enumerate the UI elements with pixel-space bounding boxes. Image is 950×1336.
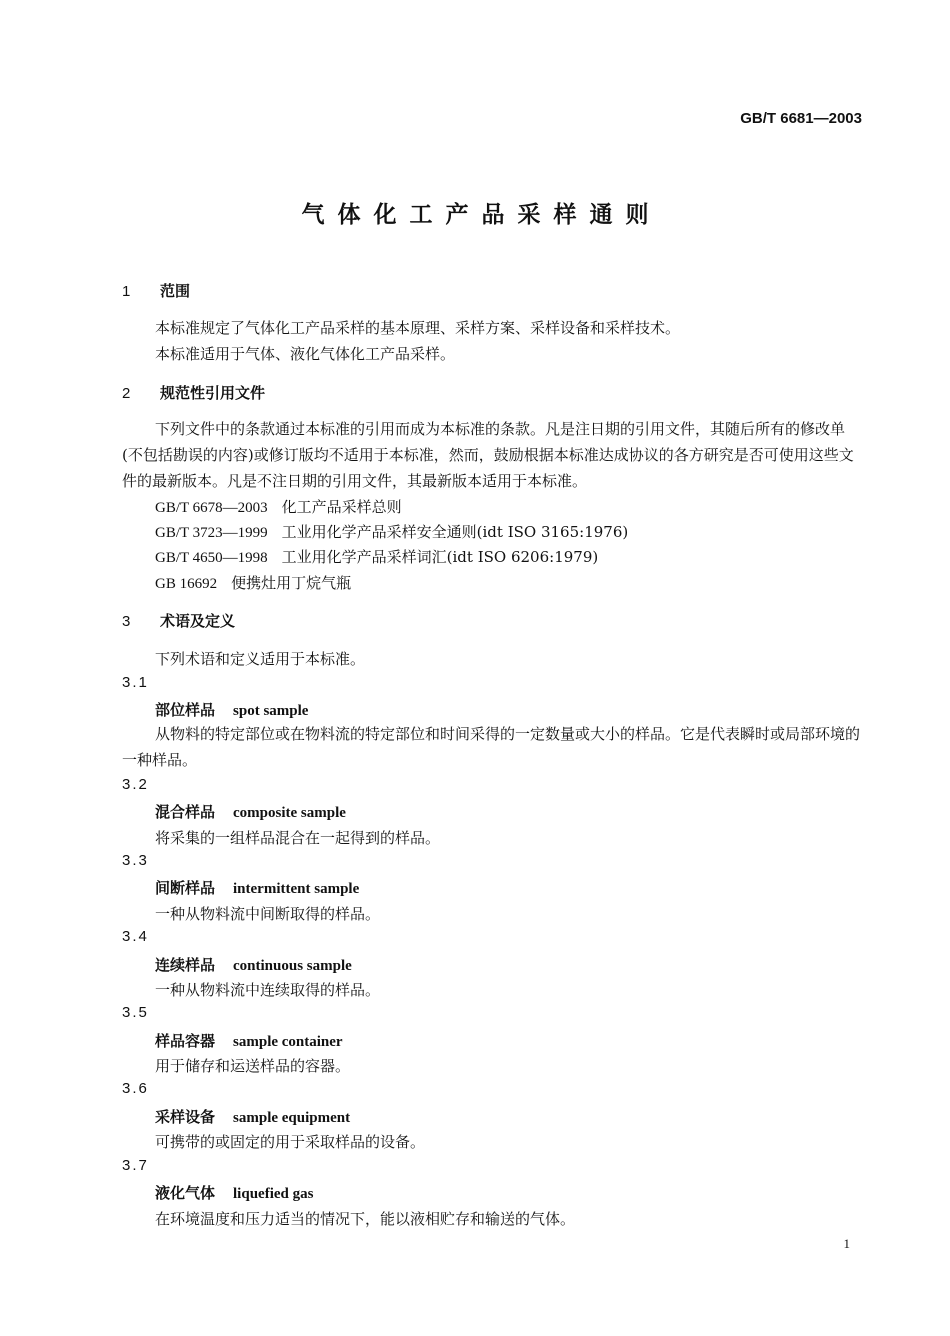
term-definition: 一种从物料流中连续取得的样品。 — [155, 981, 381, 999]
reference-title: 化工产品采样总则 — [281, 498, 402, 516]
reference-item — [155, 546, 598, 567]
section-title: 术语及定义 — [160, 612, 236, 630]
term-en: spot sample — [233, 703, 309, 719]
reference-code: GB/T 6678—2003 — [155, 500, 268, 516]
term-definition: 将采集的一组样品混合在一起得到的样品。 — [155, 829, 441, 847]
term-definition: 一种从物料流中间断取得的样品。 — [155, 905, 381, 923]
clause-number: 3.3 — [122, 852, 149, 869]
term-zh: 混合样品 — [155, 803, 216, 821]
term-heading — [155, 801, 346, 822]
term-zh: 部位样品 — [155, 701, 216, 719]
term-heading — [155, 954, 352, 975]
section-title: 范围 — [160, 282, 191, 300]
section-number: 1 — [122, 283, 131, 300]
document-title: 气体化工产品采样通则 — [301, 202, 662, 228]
term-zh: 样品容器 — [155, 1032, 216, 1050]
page-number: 1 — [843, 1236, 850, 1251]
clause-number: 3.5 — [122, 1004, 149, 1021]
term-en: sample container — [233, 1034, 343, 1050]
scope-paragraph-1: 本标准规定了气体化工产品采样的基本原理、采样方案、采样设备和采样技术。 — [155, 319, 681, 337]
term-en: continuous sample — [233, 958, 352, 974]
term-en: intermittent sample — [233, 881, 360, 897]
section-heading-terms — [122, 610, 235, 631]
reference-item — [155, 521, 628, 542]
reference-code: GB/T 3723—1999 — [155, 525, 268, 541]
term-zh: 连续样品 — [155, 956, 216, 974]
section-number: 2 — [122, 385, 131, 402]
reference-code: GB 16692 — [155, 576, 218, 592]
term-heading — [155, 699, 308, 720]
term-heading — [155, 877, 359, 898]
reference-code: GB/T 4650—1998 — [155, 550, 268, 566]
reference-item — [155, 496, 402, 517]
term-zh: 液化气体 — [155, 1184, 216, 1202]
clause-number: 3.6 — [122, 1080, 149, 1097]
term-definition: 从物料的特定部位或在物料流的特定部位和时间采得的一定数量或大小的样品。它是代表瞬时或局部环境的一种样品。 — [122, 725, 861, 769]
section-title: 规范性引用文件 — [160, 384, 266, 402]
reference-title: 工业用化学产品采样词汇(idt ISO 6206:1979) — [281, 548, 599, 566]
clause-number: 3.4 — [122, 928, 149, 945]
clause-number: 3.7 — [122, 1157, 149, 1174]
reference-title: 便携灶用丁烷气瓶 — [231, 574, 352, 592]
section-heading-scope — [122, 280, 190, 301]
term-definition: 可携带的或固定的用于采取样品的设备。 — [155, 1133, 426, 1151]
terms-intro: 下列术语和定义适用于本标准。 — [155, 650, 366, 668]
clause-number: 3.2 — [122, 776, 149, 793]
term-heading — [155, 1030, 343, 1051]
reference-item — [155, 572, 351, 593]
term-heading — [155, 1182, 313, 1203]
clause-number: 3.1 — [122, 674, 149, 691]
term-zh: 间断样品 — [155, 879, 216, 897]
term-en: sample equipment — [233, 1110, 351, 1126]
standard-code: GB/T 6681—2003 — [740, 110, 862, 127]
scope-paragraph-2: 本标准适用于气体、液化气体化工产品采样。 — [155, 345, 456, 363]
term-heading — [155, 1106, 350, 1127]
term-en: liquefied gas — [233, 1186, 314, 1202]
normative-intro: 下列文件中的条款通过本标准的引用而成为本标准的条款。凡是注日期的引用文件，其随后所有的修改单(不包括勘误的内容)或修订版均不适用于本标准，然而，鼓励根据本标准达成协议的各方研究是否可使用这些文件的最新版本。凡是不注日期的引用文件，其最新版本适用于本标准。 — [122, 420, 854, 490]
term-definition: 在环境温度和压力适当的情况下，能以液相贮存和输送的气体。 — [155, 1210, 576, 1228]
term-zh: 采样设备 — [155, 1108, 216, 1126]
section-number: 3 — [122, 613, 131, 630]
section-heading-normative — [122, 382, 265, 403]
term-definition: 用于储存和运送样品的容器。 — [155, 1057, 351, 1075]
term-en: composite sample — [233, 805, 346, 821]
reference-title: 工业用化学产品采样安全通则(idt ISO 3165:1976) — [281, 523, 629, 541]
